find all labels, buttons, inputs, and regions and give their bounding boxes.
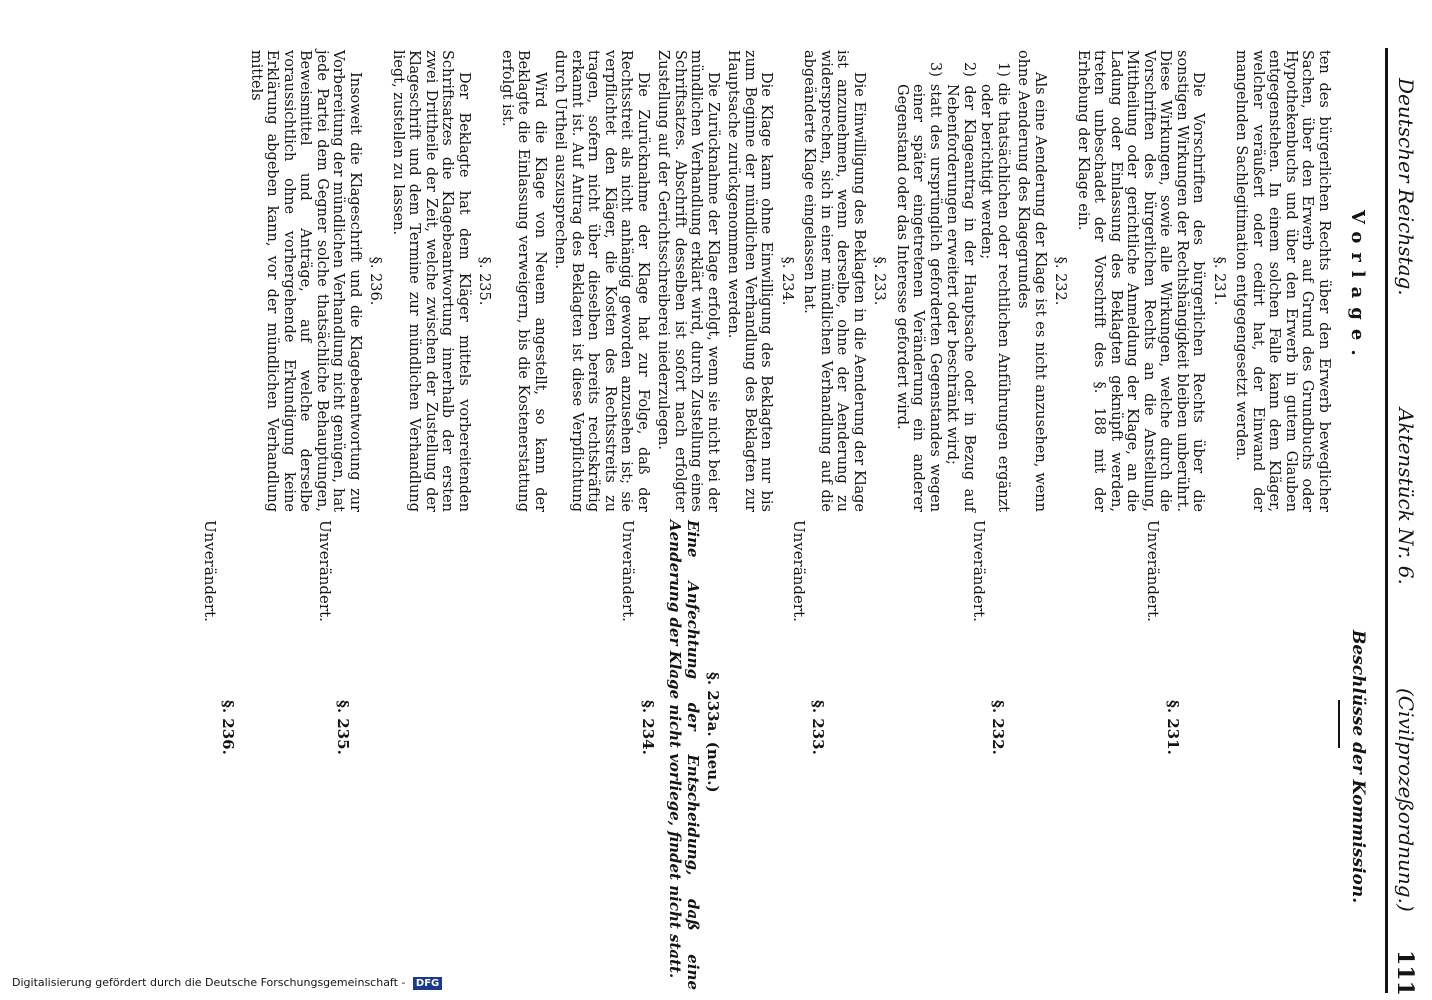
section-236-heading: §. 236. (219, 700, 237, 755)
page-header (1388, 48, 1422, 998)
right-column-heading: Beschlüsse der Kommission. (1348, 630, 1368, 904)
section-231-heading: §. 231. (1164, 700, 1182, 755)
section-235-note: Unverändert. (316, 520, 334, 622)
dfg-logo: DFG (413, 977, 442, 990)
section-236-heading: §. 236. (367, 256, 384, 306)
section-233-heading: §. 233. (809, 700, 827, 755)
section-232-intro: Als eine Aenderung der Klage ist es nicht anzusehen, wenn ohne Aenderung des Klagegrundes (1015, 50, 1048, 512)
intro-paragraph: ten des bürgerlichen Rechts über den Erwerb beweglicher Sachen, über den Erwerb auf Grund des Grundbuchs oder Hypothekenbuchs und über den Erwerb in gutem Glauben entgegenstehen. In einem solchen Falle kann dem Kläger, welcher veräußert oder cedirt hat, der Einwand der mangelnden Sachlegitimation entgegengesetzt werden. (1233, 50, 1332, 512)
section-232-heading: §. 232. (989, 700, 1007, 755)
section-236-note: Unverändert. (201, 520, 219, 622)
header-right: (Civilprozeßordnung.) (1394, 688, 1418, 912)
section-234-heading: §. 234. (639, 700, 657, 755)
section-235-heading: §. 235. (334, 700, 352, 755)
section-234-paragraph: Die Zurücknahme der Klage erfolgt, wenn sie nicht bei der mündlichen Verhandlung erklärt wird, durch Zustellung eines Schriftsatzes. Abschrift desselben ist sofort nach erfolgter Zustellung auf der Gerichtsschreiberei niederzulegen. (655, 50, 721, 512)
section-233-note: Unverändert. (790, 520, 808, 622)
header-left: Deutscher Reichstag. (1394, 78, 1418, 296)
heading-underline (1338, 700, 1340, 748)
left-column-body (244, 50, 1333, 512)
header-rule (1385, 48, 1388, 993)
footer-credit-text: Digitalisierung gefördert durch die Deutsche Forschungsgemeinschaft - (12, 976, 406, 989)
section-234-paragraph: Die Zurücknahme der Klage hat zur Folge, daß der Rechtsstreit als nicht anhängig geworden anzusehen ist; sie verpflichtet den Kläger, die Kosten des Rechtsstreits zu tragen, sofern nicht über dieselben bereits rechtskräftig erkannt ist. Auf Antrag des Beklagten ist diese Verpflichtung durch Urtheil auszusprechen. (552, 50, 651, 512)
section-233-heading: §. 233. (871, 256, 888, 306)
section-232-heading: §. 232. (1052, 256, 1069, 306)
section-233a-heading: §. 233a. (neu.) (704, 672, 722, 793)
left-column-heading: Vorlage. (1347, 210, 1368, 365)
page-number: 111 (1392, 950, 1418, 996)
section-231-note: Unverändert. (1144, 520, 1162, 622)
section-233-text: Die Einwilligung des Beklagten in die Aenderung der Klage ist anzunehmen, wenn derselbe, ohne der Aenderung zu widersprechen, sich in einer mündlichen Verhandlung auf die abgeänderte Klage eingelassen hat. (801, 50, 867, 512)
section-234-paragraph: Die Klage kann ohne Einwilligung des Beklagten nur bis zum Beginne der mündlichen Verhandlung des Beklagten zur Hauptsache zurückgenommen werden. (725, 50, 775, 512)
footer-credit (12, 972, 912, 998)
section-233a-text: Eine Anfechtung der Entscheidung, daß eine Aenderung der Klage nicht vorliege, findet nicht statt. (666, 520, 702, 990)
section-234-heading: §. 234. (779, 256, 795, 306)
section-235-heading: §. 235. (476, 256, 493, 306)
section-232-item: 3) statt des ursprünglich geforderten Gegenstandes wegen einer später eingetretenen Veränderung ein anderer Gegenstand oder das Interesse gefordert wird. (894, 62, 943, 512)
section-234-paragraph: Wird die Klage von Neuem angestellt, so kann der Beklagte die Einlassung verweigern, bis die Kostenerstattung erfolgt ist. (499, 50, 548, 512)
header-middle: Aktenstück Nr. 6. (1394, 408, 1418, 585)
section-232-item: 2) der Klageantrag in der Hauptsache oder in Bezug auf Nebenforderungen erweitert oder beschränkt wird; (944, 62, 977, 512)
section-236-text: Insoweit die Klageschrift und die Klagebeantwortung zur Vorbereitung der mündlichen Verhandlung nicht genügen, hat jede Partei dem Gegner solche thatsächliche Behauptungen, Beweismittel und Anträge, auf welche derselbe voraussichtlich ohne vorhergehende Erkundigung keine Erklärung abgeben kann, vor der mündlichen Verhandlung mittels (248, 50, 363, 512)
section-234-note: Unverändert. (619, 520, 637, 622)
section-231-heading: §. 231. (1211, 256, 1227, 306)
section-231-text: Die Vorschriften des bürgerlichen Rechts über die sonstigen Wirkungen der Rechtshängigkeit bleiben unberührt. Diese Wirkungen, sowie alle Wirkungen, welche durch die Vorschriften des bürgerlichen Rechts an die Anstellung, Mittheilung oder gerichtliche Anmeldung der Klage, an die Ladung oder Einlassung des Beklagten geknüpft werden, treten unbeschadet der Vorschrift des §. 188 mit der Erhebung der Klage ein. (1075, 50, 1207, 512)
section-232-item: 1) die thatsächlichen oder rechtlichen Anführungen ergänzt oder berichtigt werden; (978, 62, 1011, 512)
section-232-note: Unverändert. (970, 520, 988, 622)
footer-credit-line (12, 976, 912, 996)
section-235-text: Der Beklagte hat dem Kläger mittels vorbereitenden Schriftsatzes die Klagebeantwortung innerhalb der ersten zwei Drittheile der Zeit, welche zwischen der Zustellung der Klageschrift und dem Termine zur mündlichen Verhandlung liegt, zustellen zu lassen. (390, 50, 472, 512)
